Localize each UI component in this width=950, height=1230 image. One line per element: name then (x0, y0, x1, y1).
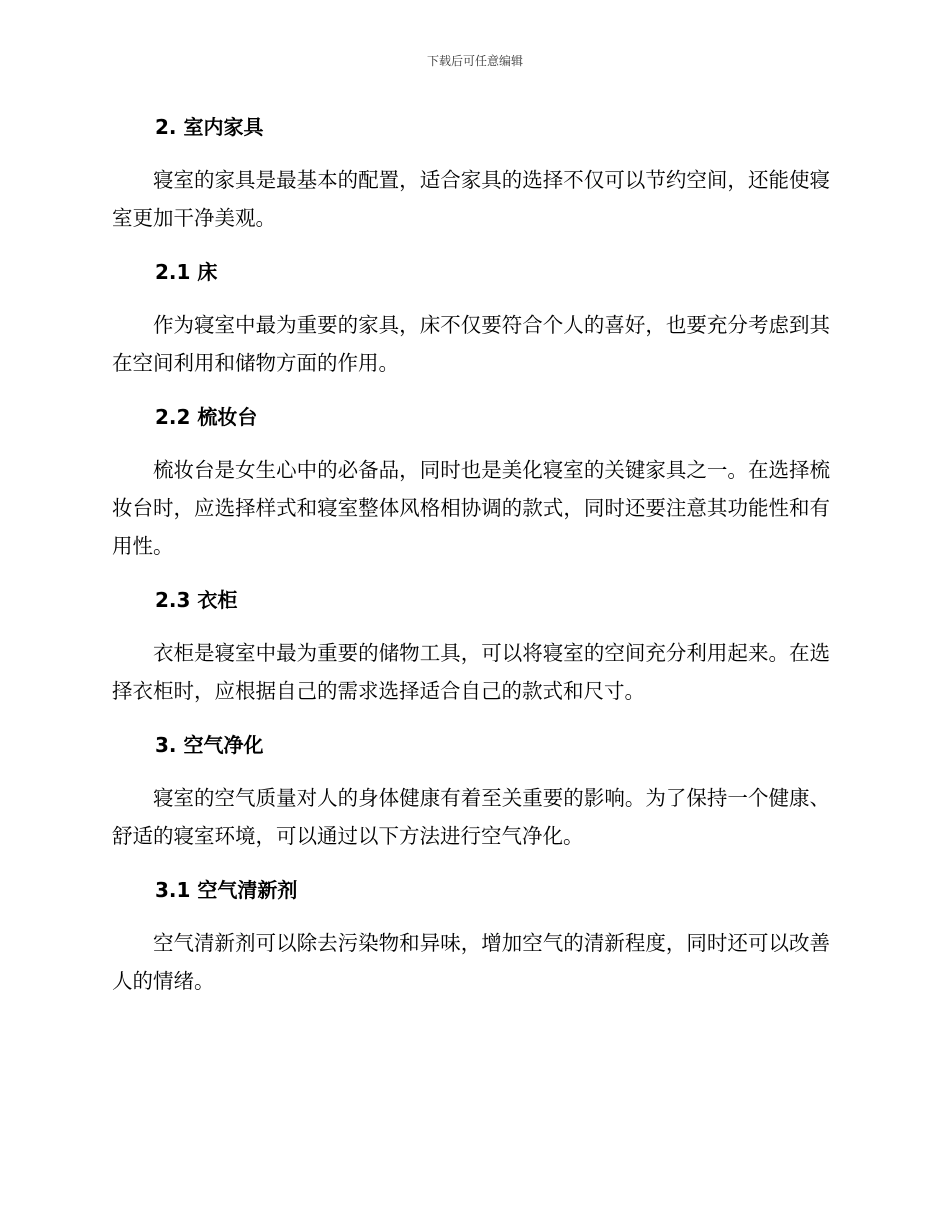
document-body (112, 108, 830, 1000)
page-header: 下载后可任意编辑 (426, 54, 523, 68)
section-heading-indoor-furniture: 2. 室内家具 (155, 115, 264, 139)
paragraph-indoor-furniture: 寝室的家具是最基本的配置，适合家具的选择不仅可以节约空间，还能使寝室更加干净美观。 (112, 168, 830, 230)
paragraph-air-purification: 寝室的空气质量对人的身体健康有着至关重要的影响。为了保持一个健康、舒适的寝室环境，可以通过以下方法进行空气净化。 (112, 786, 830, 848)
paragraph-air-freshener: 空气清新剂可以除去污染物和异味，增加空气的清新程度，同时还可以改善人的情绪。 (112, 931, 830, 993)
section-heading-bed: 2.1 床 (155, 260, 218, 284)
paragraph-wardrobe: 衣柜是寝室中最为重要的储物工具，可以将寝室的空间充分利用起来。在选择衣柜时，应根据自己的需求选择适合自己的款式和尺寸。 (112, 641, 830, 703)
section-heading-air-purification: 3. 空气净化 (155, 733, 264, 757)
paragraph-bed: 作为寝室中最为重要的家具，床不仅要符合个人的喜好，也要充分考虑到其在空间利用和储物方面的作用。 (112, 313, 830, 375)
section-heading-dressing-table: 2.2 梳妆台 (155, 405, 258, 429)
section-heading-wardrobe: 2.3 衣柜 (155, 588, 238, 612)
paragraph-dressing-table: 梳妆台是女生心中的必备品，同时也是美化寝室的关键家具之一。在选择梳妆台时，应选择样式和寝室整体风格相协调的款式，同时还要注意其功能性和有用性。 (112, 458, 830, 558)
section-heading-air-freshener: 3.1 空气清新剂 (155, 878, 298, 902)
